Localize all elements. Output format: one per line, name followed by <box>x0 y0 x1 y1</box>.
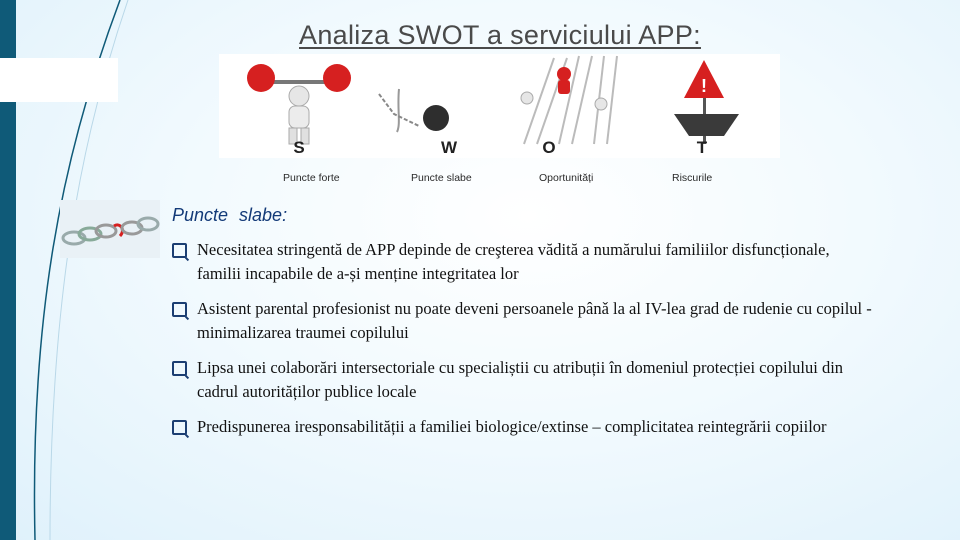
strength-weightlifter-icon <box>247 64 351 144</box>
swot-caption-weaknesses: Puncte slabe <box>411 172 472 184</box>
swot-letter-t: T <box>696 138 708 157</box>
list-item <box>172 297 872 345</box>
list-item <box>172 356 872 404</box>
bullet-text: Lipsa unei colaborări intersectoriale cu specialiștii cu atribuții în domeniul protecției copilului din cadrul autorităților publice locale <box>197 358 844 401</box>
broken-chain-icon <box>60 200 160 258</box>
swot-letter-s: S <box>293 138 305 157</box>
swot-letter-w: W <box>440 138 458 157</box>
checkbox-bullet-icon <box>172 243 187 258</box>
bullet-list <box>172 238 872 450</box>
swot-caption-opportunities: Oportunități <box>539 172 594 184</box>
decorative-white-tab <box>0 58 118 102</box>
threat-warning-sign-icon <box>674 60 739 144</box>
swot-caption-threats: Riscurile <box>672 172 713 184</box>
section-subtitle: Puncte slabe: <box>172 205 288 225</box>
weakness-ball-chain-icon <box>379 89 449 132</box>
list-item <box>172 415 872 439</box>
bullet-text: Asistent parental profesionist nu poate deveni persoanele pânǎ la al IV-lea grad de rudenie cu copilul - minimalizarea traumei copilului <box>197 299 872 342</box>
checkbox-bullet-icon <box>172 420 187 435</box>
bullet-text: Necesitatea stringentă de APP depinde de creşterea vădită a numărului familiilor disfuncționale, familii incapabile de a-și menține integritatea lor <box>197 240 830 283</box>
swot-caption-strengths: Puncte forte <box>283 172 340 184</box>
list-item <box>172 238 872 286</box>
swot-illustration <box>219 54 780 158</box>
opportunity-ladder-icon <box>521 56 617 144</box>
checkbox-bullet-icon <box>172 302 187 317</box>
swot-letter-o: O <box>542 138 556 157</box>
svg-text:!: ! <box>701 76 707 96</box>
slide-title: Analiza SWOT a serviciului APP: <box>299 20 701 50</box>
checkbox-bullet-icon <box>172 361 187 376</box>
bullet-text: Predispunerea iresponsabilității a familiei biologice/extinse – complicitatea reintegrării copiilor <box>197 417 827 436</box>
